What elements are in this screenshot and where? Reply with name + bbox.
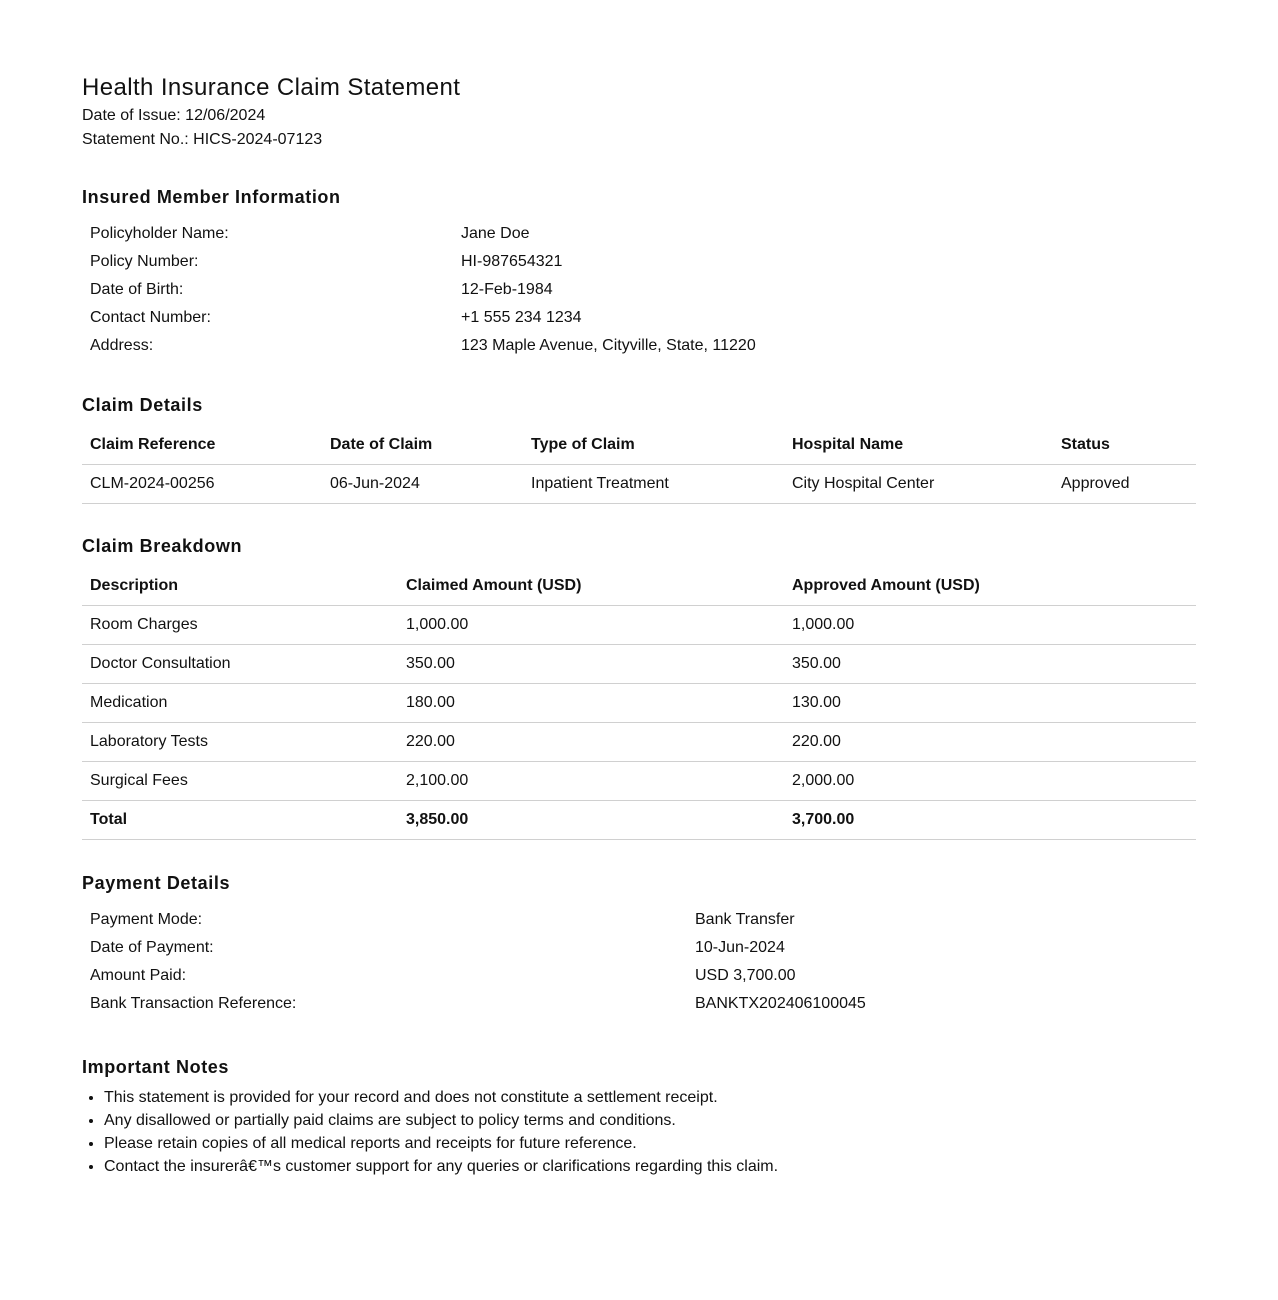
column-header: Claim Reference — [82, 426, 322, 465]
approved-amount-cell: 1,000.00 — [784, 606, 1196, 645]
claimed-amount-cell: 180.00 — [398, 684, 784, 723]
description-cell: Surgical Fees — [82, 762, 398, 801]
date-of-issue: Date of Issue: 12/06/2024 — [82, 107, 266, 124]
approved-amount-cell: 220.00 — [784, 723, 1196, 762]
notes-list — [82, 1086, 1196, 1178]
payment-row — [82, 906, 1196, 934]
description-cell: Doctor Consultation — [82, 645, 398, 684]
member-row — [82, 276, 1196, 304]
claim-breakdown-table — [82, 567, 1196, 840]
field-label: Bank Transaction Reference: — [90, 995, 297, 1012]
total-row — [82, 801, 1196, 840]
member-row — [82, 332, 1196, 360]
description-cell: Laboratory Tests — [82, 723, 398, 762]
table-row — [82, 723, 1196, 762]
description-cell: Medication — [82, 684, 398, 723]
total-label: Total — [82, 801, 398, 840]
payment-row — [82, 990, 1196, 1018]
field-value: +1 555 234 1234 — [461, 309, 582, 326]
claimed-amount-cell: 220.00 — [398, 723, 784, 762]
claimed-amount-cell: 350.00 — [398, 645, 784, 684]
table-row — [82, 606, 1196, 645]
field-value: 12-Feb-1984 — [461, 281, 553, 298]
field-label: Policy Number: — [90, 253, 199, 270]
field-label: Date of Birth: — [90, 281, 184, 298]
member-row — [82, 304, 1196, 332]
field-label: Payment Mode: — [90, 911, 203, 928]
claim-statement-document — [82, 72, 1196, 1178]
table-row — [82, 762, 1196, 801]
claimed-amount-cell: 2,100.00 — [398, 762, 784, 801]
total-approved-amount: 3,700.00 — [784, 801, 1196, 840]
field-label: Date of Payment: — [90, 939, 214, 956]
table-row — [82, 465, 1196, 504]
total-claimed-amount: 3,850.00 — [398, 801, 784, 840]
field-value: Jane Doe — [461, 225, 530, 242]
table-row — [82, 684, 1196, 723]
member-info-table — [82, 220, 1196, 360]
column-header: Date of Claim — [322, 426, 523, 465]
section-title-breakdown: Claim Breakdown — [82, 536, 243, 556]
section-title-member: Insured Member Information — [82, 187, 341, 207]
claimed-amount-cell: 1,000.00 — [398, 606, 784, 645]
column-header: Status — [1053, 426, 1196, 465]
field-value: 123 Maple Avenue, Cityville, State, 11220 — [461, 337, 756, 354]
note-item: • Any disallowed or partially paid claims are subject to policy terms and conditions. — [104, 1109, 1196, 1132]
description-cell: Room Charges — [82, 606, 398, 645]
payment-row — [82, 962, 1196, 990]
status-cell: Approved — [1053, 465, 1196, 504]
note-item: • Please retain copies of all medical reports and receipts for future reference. — [104, 1132, 1196, 1155]
approved-amount-cell: 130.00 — [784, 684, 1196, 723]
field-label: Policyholder Name: — [90, 225, 229, 242]
field-label: Address: — [90, 337, 154, 354]
statement-number: Statement No.: HICS-2024-07123 — [82, 131, 323, 148]
payment-row — [82, 934, 1196, 962]
field-value: USD 3,700.00 — [695, 967, 796, 984]
section-title-claim-details: Claim Details — [82, 395, 203, 415]
claim-details-table — [82, 426, 1196, 504]
field-value: BANKTX202406100045 — [695, 995, 866, 1012]
approved-amount-cell: 2,000.00 — [784, 762, 1196, 801]
hospital-name-cell: City Hospital Center — [784, 465, 1053, 504]
claim-type-cell: Inpatient Treatment — [523, 465, 784, 504]
column-header: Hospital Name — [784, 426, 1053, 465]
field-value: Bank Transfer — [695, 911, 795, 928]
column-header: Approved Amount (USD) — [784, 567, 1196, 606]
page-title: Health Insurance Claim Statement — [82, 74, 461, 101]
column-header: Type of Claim — [523, 426, 784, 465]
column-header: Description — [82, 567, 398, 606]
table-header-row — [82, 426, 1196, 465]
field-label: Amount Paid: — [90, 967, 187, 984]
section-title-notes: Important Notes — [82, 1057, 230, 1077]
field-label: Contact Number: — [90, 309, 211, 326]
note-item: • Contact the insurerâ€™s customer support for any queries or clarifications regarding this claim. — [104, 1155, 1196, 1178]
payment-details-table — [82, 906, 1196, 1018]
claim-reference-cell: CLM-2024-00256 — [82, 465, 322, 504]
column-header: Claimed Amount (USD) — [398, 567, 784, 606]
approved-amount-cell: 350.00 — [784, 645, 1196, 684]
member-row — [82, 248, 1196, 276]
table-header-row — [82, 567, 1196, 606]
section-title-payment: Payment Details — [82, 873, 231, 893]
claim-date-cell: 06-Jun-2024 — [322, 465, 523, 504]
field-value: HI-987654321 — [461, 253, 563, 270]
member-row — [82, 220, 1196, 248]
note-item: • This statement is provided for your record and does not constitute a settlement receipt. — [104, 1086, 1196, 1109]
table-row — [82, 645, 1196, 684]
field-value: 10-Jun-2024 — [695, 939, 785, 956]
